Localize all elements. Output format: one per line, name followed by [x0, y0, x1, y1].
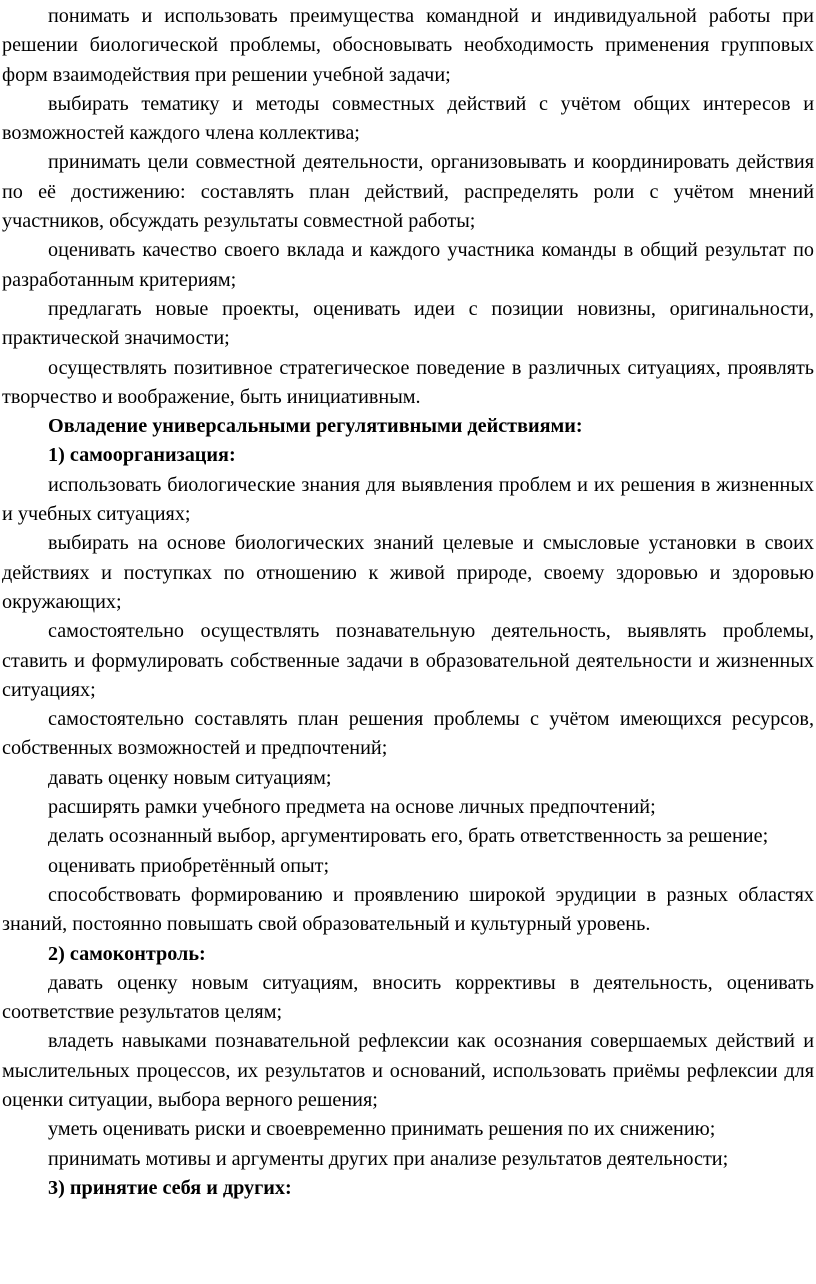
- heading-regulatory-actions: Овладение универсальными регулятивными действиями:: [48, 415, 583, 438]
- paragraph-corrections: давать оценку новым ситуациям, вносить коррективы в деятельность, оценивать соответствие результатов целям;: [2, 971, 814, 1024]
- paragraph-propose-projects: предлагать новые проекты, оценивать идеи с позиции новизны, оригинальности, практической значимости;: [2, 297, 814, 350]
- paragraph-expand-subject: расширять рамки учебного предмета на основе личных предпочтений;: [48, 796, 656, 819]
- heading-self-control: 2) самоконтроль:: [48, 942, 206, 965]
- heading-self-organization: 1) самоорганизация:: [48, 444, 236, 467]
- paragraph-motives: принимать мотивы и аргументы других при анализе результатов деятельности;: [48, 1147, 729, 1170]
- paragraph-reflection: владеть навыками познавательной рефлексии как осознания совершаемых действий и мыслительных процессов, их результатов и оснований, использовать приёмы рефлексии для оценки ситуации, выбора верного решения;: [2, 1030, 814, 1111]
- paragraph-conscious-choice: делать осознанный выбор, аргументировать его, брать ответственность за решение;: [48, 825, 769, 848]
- paragraph-evaluate-contribution: оценивать качество своего вклада и каждого участника команды в общий результат по разработанным критериям;: [2, 239, 814, 291]
- paragraph-teamwork-benefits: понимать и использовать преимущества командной и индивидуальной работы при решении биологической проблемы, обосновывать необходимость применения групповых форм взаимодействия при решении учебной задачи;: [2, 5, 814, 86]
- paragraph-use-knowledge: использовать биологические знания для выявления проблем и их решения в жизненных и учебных ситуациях;: [2, 473, 814, 526]
- paragraph-evaluate-experience: оценивать приобретённый опыт;: [48, 854, 330, 877]
- paragraph-joint-goals: принимать цели совместной деятельности, организовывать и координировать действия по её достижению: составлять план действий, распределять роли с учётом мнений участников, обсуждать результаты совместной работы;: [2, 151, 814, 233]
- paragraph-risks: уметь оценивать риски и своевременно принимать решения по их снижению;: [48, 1118, 716, 1141]
- paragraph-choose-topics: выбирать тематику и методы совместных действий с учётом общих интересов и возможностей каждого члена коллектива;: [2, 92, 814, 145]
- paragraph-solution-plan: самостоятельно составлять план решения проблемы с учётом имеющихся ресурсов, собственных возможностей и предпочтений;: [2, 708, 814, 760]
- paragraph-positive-behavior: осуществлять позитивное стратегическое поведение в различных ситуациях, проявлять творчество и воображение, быть инициативным.: [2, 356, 814, 408]
- paragraph-independent-activity: самостоятельно осуществлять познавательную деятельность, выявлять проблемы, ставить и формулировать собственные задачи в образовательной деятельности и жизненных ситуациях;: [2, 620, 814, 701]
- heading-acceptance: 3) принятие себя и других:: [48, 1176, 292, 1199]
- paragraph-assess-situations: давать оценку новым ситуациям;: [48, 766, 332, 789]
- paragraph-erudition: способствовать формированию и проявлению широкой эрудиции в разных областях знаний, постоянно повышать свой образовательный и культурный уровень.: [2, 883, 814, 936]
- paragraph-target-settings: выбирать на основе биологических знаний целевые и смысловые установки в своих действиях и поступках по отношению к живой природе, своему здоровью и здоровью окружающих;: [2, 532, 814, 613]
